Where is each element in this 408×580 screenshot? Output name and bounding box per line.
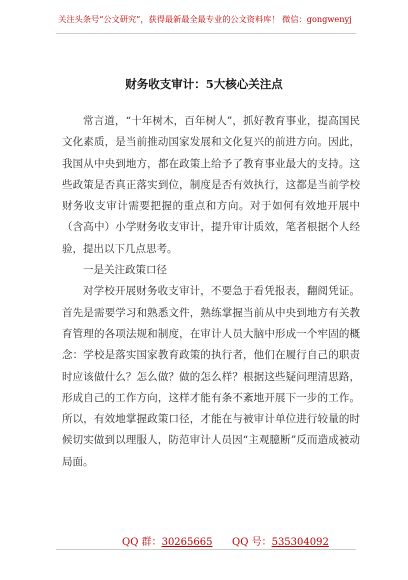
document-title: 财务收支审计：5大核心关注点 bbox=[125, 77, 283, 91]
qq-number-info bbox=[232, 533, 329, 548]
section-heading: 一是关注政策口径 bbox=[83, 264, 167, 277]
qq-group-number: 30265665 bbox=[161, 537, 213, 548]
intro-paragraph: 常言道，“十年树木，百年树人”，抓好教育事业，提高国民文化素质，是当前推动国家发展和文化复兴的前进方向。因此，我国从中央到地方，都在政策上给予了教育事业最大的支持。这些政策是否真正落实到位，制度是否有效执行，这都是当前学校财务收支审计需要把握的重点和方向。对于如何有效地开展中（含高中）小学财务收支审计，提升审计质效，笔者根据个人经验，提出以下几点思考。 bbox=[62, 115, 360, 255]
qq-group-info bbox=[122, 533, 212, 548]
qq-number-label: QQ 号： bbox=[232, 537, 272, 548]
section-paragraph: 对学校开展财务收支审计，不要急于看凭报表，翻阅凭证。首先是需要学习和熟悉文件，熟练掌握当前从中央到地方有关教育管理的各项法规和制度，在审计人员大脑中形成一个牢固的概念：学校是落实国家教育政策的执行者，他们在履行自己的职责时应该做什么？怎么做？做的怎么样？根据这些疑问理清思路，形成自己的工作方向，这样才能有条不紊地开展下一步的工作。所以，有效地掌握政策口径，才能在与被审计单位进行较量的时候切实做到以理服人，防范审计人员因“主观臆断”反而造成被动局面。 bbox=[62, 285, 360, 468]
header-promo-text: 关注头条号“公文研究”，获得最新最全最专业的公文资料库！ 微信：gongwenyj bbox=[58, 14, 352, 24]
document-body bbox=[62, 111, 360, 473]
footer-contact bbox=[0, 533, 408, 547]
footer-divider bbox=[56, 549, 356, 550]
qq-number-value: 535304092 bbox=[271, 537, 329, 548]
qq-group-label: QQ 群： bbox=[122, 537, 162, 548]
header-divider bbox=[56, 33, 356, 34]
